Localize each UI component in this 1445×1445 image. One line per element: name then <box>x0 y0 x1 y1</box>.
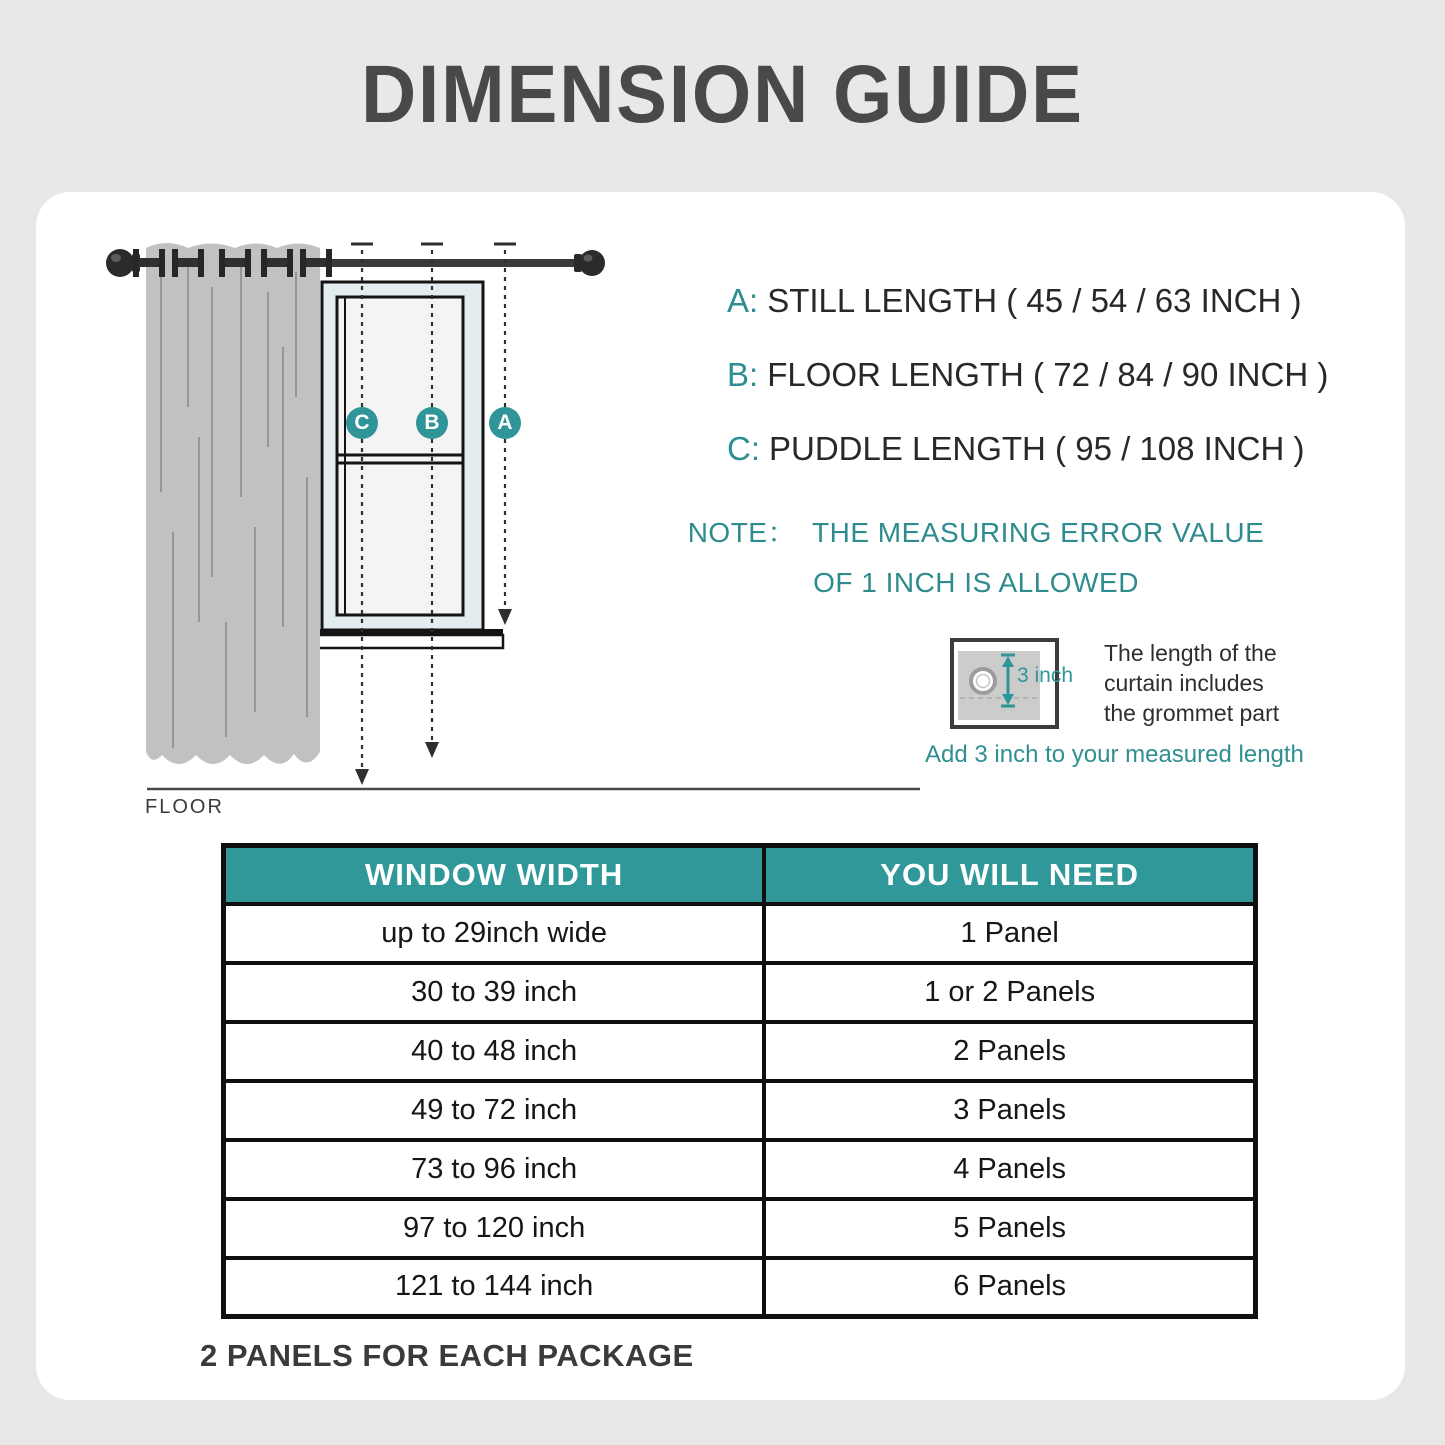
note-line-2: OF 1 INCH IS ALLOWED <box>813 567 1139 598</box>
legend-prefix-b: B: <box>727 356 759 393</box>
grommet-caption-line-1: The length of the <box>1104 640 1277 666</box>
cell-window-width: up to 29inch wide <box>224 904 765 963</box>
table-row <box>224 1140 1256 1199</box>
length-legend <box>727 280 1328 502</box>
cell-panels: 4 Panels <box>764 1140 1255 1199</box>
header-you-will-need: YOU WILL NEED <box>764 846 1255 904</box>
package-note: 2 PANELS FOR EACH PACKAGE <box>200 1338 694 1373</box>
legend-prefix-c: C: <box>727 430 760 467</box>
badge-b: B <box>416 407 448 439</box>
legend-label-a: STILL LENGTH ( 45 / 54 / 63 INCH ) <box>767 282 1302 319</box>
cell-window-width: 40 to 48 inch <box>224 1022 765 1081</box>
header-window-width: WINDOW WIDTH <box>224 846 765 904</box>
legend-prefix-a: A: <box>727 282 759 319</box>
legend-label-c: PUDDLE LENGTH ( 95 / 108 INCH ) <box>769 430 1305 467</box>
grommet-tip: Add 3 inch to your measured length <box>925 741 1304 768</box>
badge-a: A <box>489 407 521 439</box>
cell-window-width: 73 to 96 inch <box>224 1140 765 1199</box>
table-row <box>224 1258 1256 1317</box>
table-row <box>224 1022 1256 1081</box>
table-row <box>224 1081 1256 1140</box>
cell-window-width: 30 to 39 inch <box>224 963 765 1022</box>
floor-label: FLOOR <box>145 796 224 818</box>
grommet-measure-label: 3 inch <box>1017 664 1074 687</box>
cell-panels: 6 Panels <box>764 1258 1255 1317</box>
legend-item-b <box>727 354 1328 396</box>
grommet-caption <box>1104 638 1279 728</box>
grommet-caption-line-2: curtain includes <box>1104 670 1264 696</box>
panel-sizing-table <box>221 843 1258 1319</box>
curtain <box>133 243 332 764</box>
measuring-note <box>676 508 1276 608</box>
cell-panels: 1 Panel <box>764 904 1255 963</box>
cell-panels: 5 Panels <box>764 1199 1255 1258</box>
cell-panels: 2 Panels <box>764 1022 1255 1081</box>
table-row <box>224 1199 1256 1258</box>
cell-panels: 1 or 2 Panels <box>764 963 1255 1022</box>
cell-window-width: 97 to 120 inch <box>224 1199 765 1258</box>
guide-panel <box>36 192 1405 1400</box>
table-row <box>224 904 1256 963</box>
table-row <box>224 963 1256 1022</box>
note-line-1: NOTE： THE MEASURING ERROR VALUE <box>687 517 1265 548</box>
cell-window-width: 49 to 72 inch <box>224 1081 765 1140</box>
legend-item-c <box>727 428 1328 470</box>
legend-item-a <box>727 280 1328 322</box>
page-title: DIMENSION GUIDE <box>361 49 1084 140</box>
table-header-row <box>224 846 1256 904</box>
cell-panels: 3 Panels <box>764 1081 1255 1140</box>
legend-label-b: FLOOR LENGTH ( 72 / 84 / 90 INCH ) <box>767 356 1329 393</box>
cell-window-width: 121 to 144 inch <box>224 1258 765 1317</box>
grommet-caption-line-3: the grommet part <box>1104 700 1280 726</box>
window-frame <box>307 282 503 648</box>
badge-c: C <box>346 407 378 439</box>
